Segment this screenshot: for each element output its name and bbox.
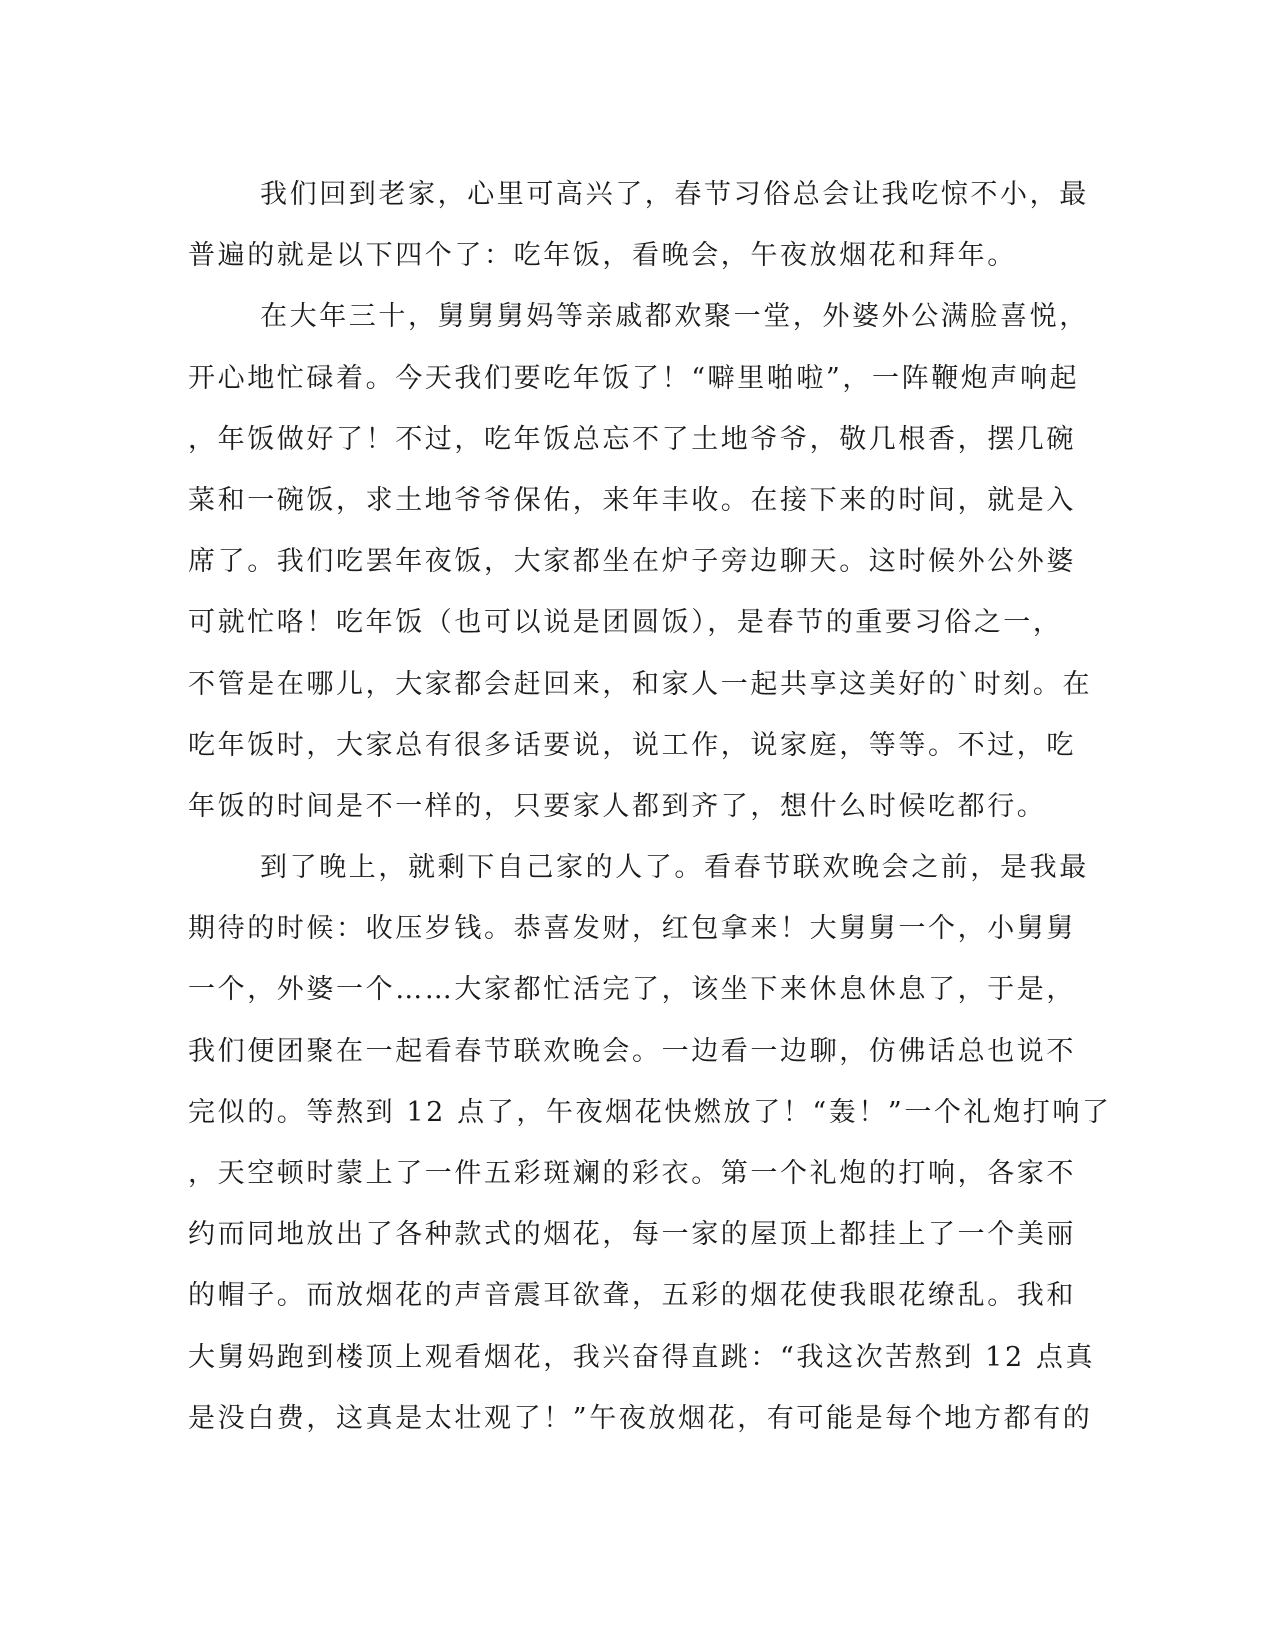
text-line: 大舅妈跑到楼顶上观看烟花，我兴奋得直跳：“我这次苦熬到 12 点真 [188,1341,1096,1373]
text-line: ，天空顿时蒙上了一件五彩斑斓的彩衣。第一个礼炮的打响，各家不 [188,1158,1076,1189]
text-line: 年饭的时间是不一样的，只要家人都到齐了，想什么时候吃都行。 [188,790,1047,822]
text-line: 菜和一碗饭，求土地爷爷保佑，来年丰收。在接下来的时间，就是入 [188,484,1076,516]
text-line: 约而同地放出了各种款式的烟花，每一家的屋顶上都挂上了一个美丽 [188,1219,1076,1251]
text-line: 期待的时候：收压岁钱。恭喜发财，红包拿来！大舅舅一个，小舅舅 [188,913,1076,945]
text-line: 吃年饭时，大家总有很多话要说，说工作，说家庭，等等。不过，吃 [188,729,1076,761]
text-line: 不管是在哪儿，大家都会赶回来，和家人一起共享这美好的`时刻。在 [188,668,1093,700]
text-line: 可就忙咯！吃年饭（也可以说是团圆饭），是春节的重要习俗之一， [188,607,1063,639]
text-line: 一个，外婆一个……大家都忙活完了，该坐下来休息休息了，于是， [188,974,1076,1006]
text-line: 完似的。等熬到 12 点了，午夜烟花快燃放了！“轰！”一个礼炮打响了 [188,1096,1112,1128]
text-line: 我们回到老家，心里可高兴了，春节习俗总会让我吃惊不小，最 [260,179,1089,210]
text-line: 席了。我们吃罢年夜饭，大家都坐在炉子旁边聊天。这时候外公外婆 [188,546,1076,578]
text-line: 我们便团聚在一起看春节联欢晚会。一边看一边聊，仿佛话总也说不 [188,1035,1076,1067]
text-line: 开心地忙碌着。今天我们要吃年饭了！“噼里啪啦”，一阵鞭炮声响起 [188,362,1080,394]
text-line: 到了晚上，就剩下自己家的人了。看春节联欢晚会之前，是我最 [260,852,1089,884]
text-line: 普遍的就是以下四个了：吃年饭，看晚会，午夜放烟花和拜年。 [188,240,1017,272]
text-line: 在大年三十，舅舅舅妈等亲戚都欢聚一堂，外婆外公满脸喜悦， [260,301,1089,333]
text-line: ，年饭做好了！不过，吃年饭总忘不了土地爷爷，敬几根香，摆几碗 [188,423,1076,455]
text-line: 是没白费，这真是太壮观了！”午夜放烟花，有可能是每个地方都有的 [188,1402,1093,1434]
text-line: 的帽子。而放烟花的声音震耳欲聋，五彩的烟花使我眼花缭乱。我和 [188,1280,1076,1312]
document-body [188,164,1112,1449]
